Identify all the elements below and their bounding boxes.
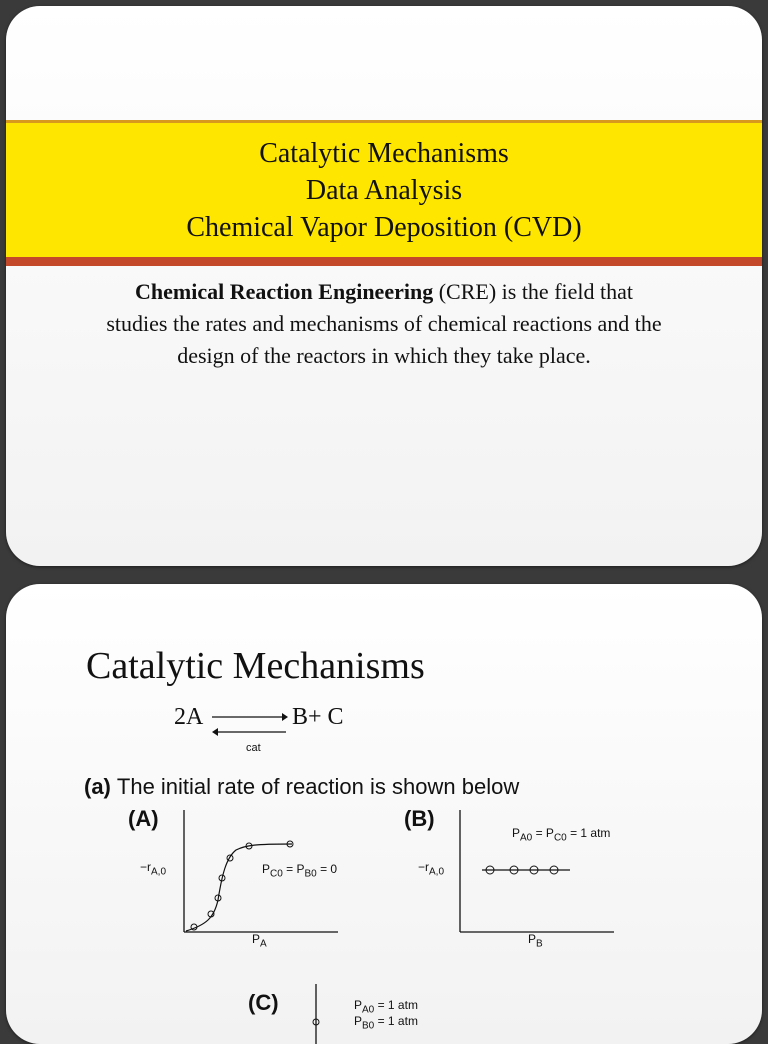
title-line-2: Data Analysis	[305, 174, 463, 206]
panel-a-label: (A)	[128, 806, 159, 831]
intro-text: (CRE) is the field that studies the rates and mechanisms of chemical reactions and the design of the reactors in which they take place.	[106, 279, 662, 368]
products: B+ C	[292, 704, 344, 730]
panel-b-x-label: $P_B$	[528, 932, 543, 950]
title-line-3: Chemical Vapor Deposition (CVD)	[186, 211, 582, 243]
title-line-1: Catalytic Mechanisms	[259, 137, 509, 169]
part-a-text: The initial rate of reaction is shown below	[116, 774, 520, 799]
mechanisms-slide	[6, 584, 762, 1044]
panel-c-graph	[306, 984, 326, 1044]
panel-b-y-label: $-r_{A,0}$	[418, 860, 445, 878]
reaction-equation	[174, 704, 374, 764]
part-a-label: (a)	[84, 774, 111, 799]
panel-c-condition-1: $P_{A0} = 1$ atm	[354, 998, 418, 1016]
reactant: 2A	[174, 704, 204, 730]
panel-a-condition: $P_{C0} = P_{B0} = 0$	[262, 862, 338, 880]
intro-paragraph	[106, 276, 662, 372]
panel-a-x-label: $P_A$	[252, 932, 267, 950]
title-band	[6, 120, 762, 257]
slide-title: Catalytic Mechanisms	[86, 645, 425, 687]
panel-c-condition-2: $P_{B0} = 1$ atm	[354, 1014, 418, 1032]
panel-a-y-label: $-r_{A,0}$	[140, 860, 167, 878]
accent-rule	[6, 257, 762, 266]
panel-c-label: (C)	[248, 990, 279, 1015]
part-a-statement	[84, 774, 519, 800]
equilibrium-arrows-icon	[210, 710, 288, 740]
title-slide	[6, 6, 762, 566]
panel-b-label: (B)	[404, 806, 435, 831]
intro-bold-term: Chemical Reaction Engineering	[135, 279, 434, 304]
panel-b-condition: $P_{A0} = P_{C0} = 1$ atm	[512, 826, 611, 844]
catalyst-label: cat	[246, 742, 261, 754]
